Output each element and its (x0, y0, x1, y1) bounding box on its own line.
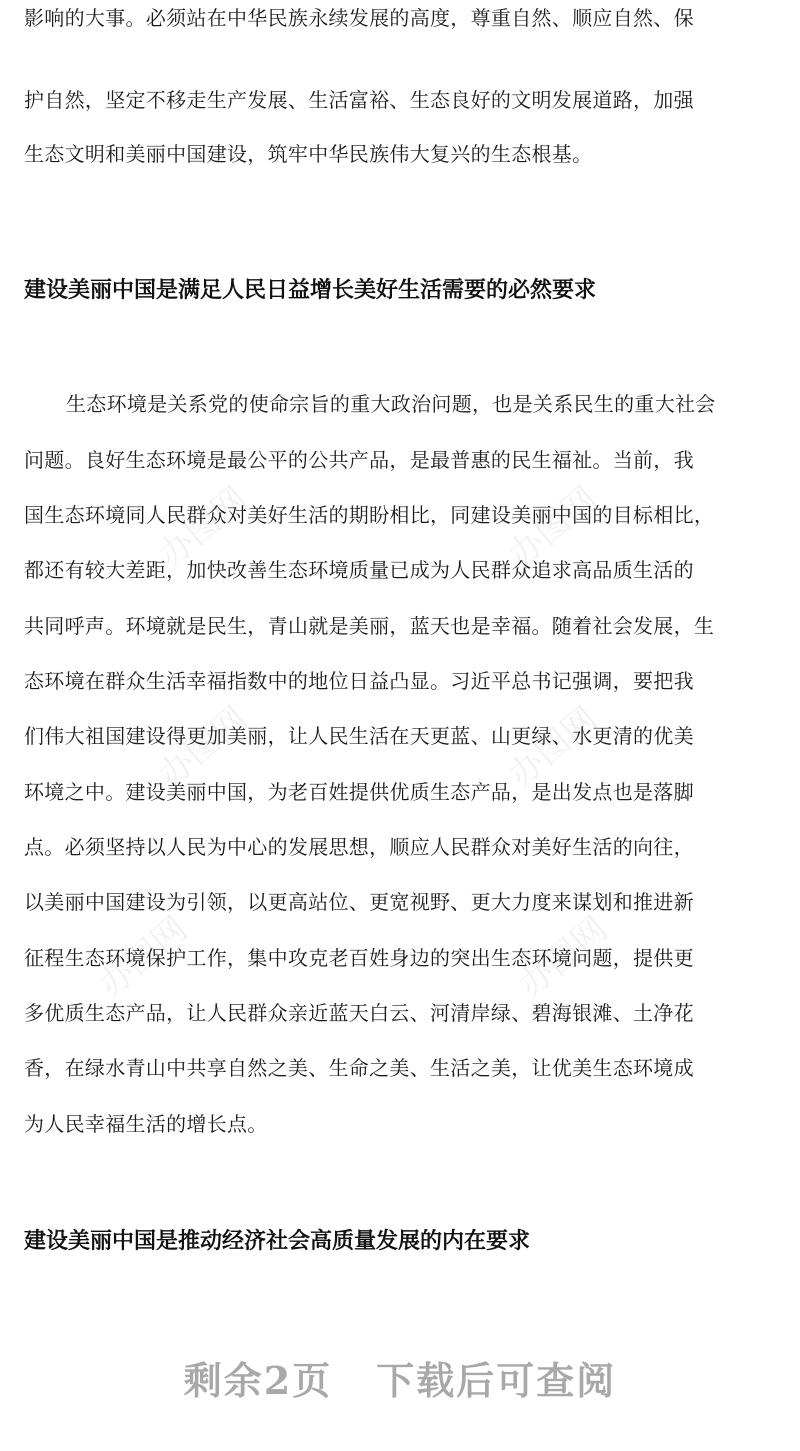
watermark: 办图网 (151, 479, 256, 576)
paragraph-line: 生态环境是关系党的使命宗旨的重大政治问题，也是关系民生的重大社会 (66, 392, 716, 416)
paragraph-line: 多优质生态产品，让人民群众亲近蓝天白云、河清岸绿、碧海银滩、土净花 (24, 1001, 694, 1025)
section-heading: 建设美丽中国是推动经济社会高质量发展的内在要求 (24, 1229, 531, 1254)
watermark: 办图网 (501, 699, 606, 796)
watermark: 办图网 (151, 699, 256, 796)
paragraph-line: 都还有较大差距，加快改善生态环境质量已成为人民群众追求高品质生活的 (24, 558, 694, 582)
remaining-pages-label: 剩余2页 (183, 1358, 333, 1403)
paragraph-line: 问题。良好生态环境是最公平的公共产品，是最普惠的民生福祉。当前，我 (24, 448, 694, 472)
paragraph-line: 香，在绿水青山中共享自然之美、生命之美、生活之美，让优美生态环境成 (24, 1056, 694, 1080)
paragraph-line: 护自然，坚定不移走生产发展、生活富裕、生态良好的文明发展道路，加强 (24, 88, 694, 112)
paragraph-line: 态环境在群众生活幸福指数中的地位日益凸显。习近平总书记强调，要把我 (24, 669, 694, 693)
paragraph-line: 点。必须坚持以人民为中心的发展思想，顺应人民群众对美好生活的向往， (24, 835, 694, 859)
watermark: 办图网 (501, 479, 606, 576)
paragraph-line: 国生态环境同人民群众对美好生活的期盼相比，同建设美丽中国的目标相比， (24, 503, 715, 527)
download-prompt[interactable] (0, 1350, 800, 1405)
paragraph-line: 共同呼声。环境就是民生，青山就是美丽，蓝天也是幸福。随着社会发展，生 (24, 614, 715, 638)
paragraph-line: 影响的大事。必须站在中华民族永续发展的高度，尊重自然、顺应自然、保 (24, 6, 694, 30)
paragraph-line: 环境之中。建设美丽中国，为老百姓提供优质生态产品，是出发点也是落脚 (24, 780, 694, 804)
paragraph-line: 们伟大祖国建设得更加美丽，让人民生活在天更蓝、山更绿、水更清的优美 (24, 724, 694, 748)
watermark: 办图网 (91, 909, 196, 1006)
download-to-view-label: 下载后可查阅 (376, 1358, 617, 1403)
paragraph-line: 征程生态环境保护工作，集中攻克老百姓身边的突出生态环境问题，提供更 (24, 946, 694, 970)
section-heading: 建设美丽中国是满足人民日益增长美好生活需要的必然要求 (24, 278, 597, 303)
watermark: 办图网 (511, 909, 616, 1006)
paragraph-line: 以美丽中国建设为引领，以更高站位、更宽视野、更大力度来谋划和推进新 (24, 890, 694, 914)
paragraph-line: 为人民幸福生活的增长点。 (24, 1112, 268, 1136)
paragraph-line: 生态文明和美丽中国建设，筑牢中华民族伟大复兴的生态根基。 (24, 142, 593, 166)
